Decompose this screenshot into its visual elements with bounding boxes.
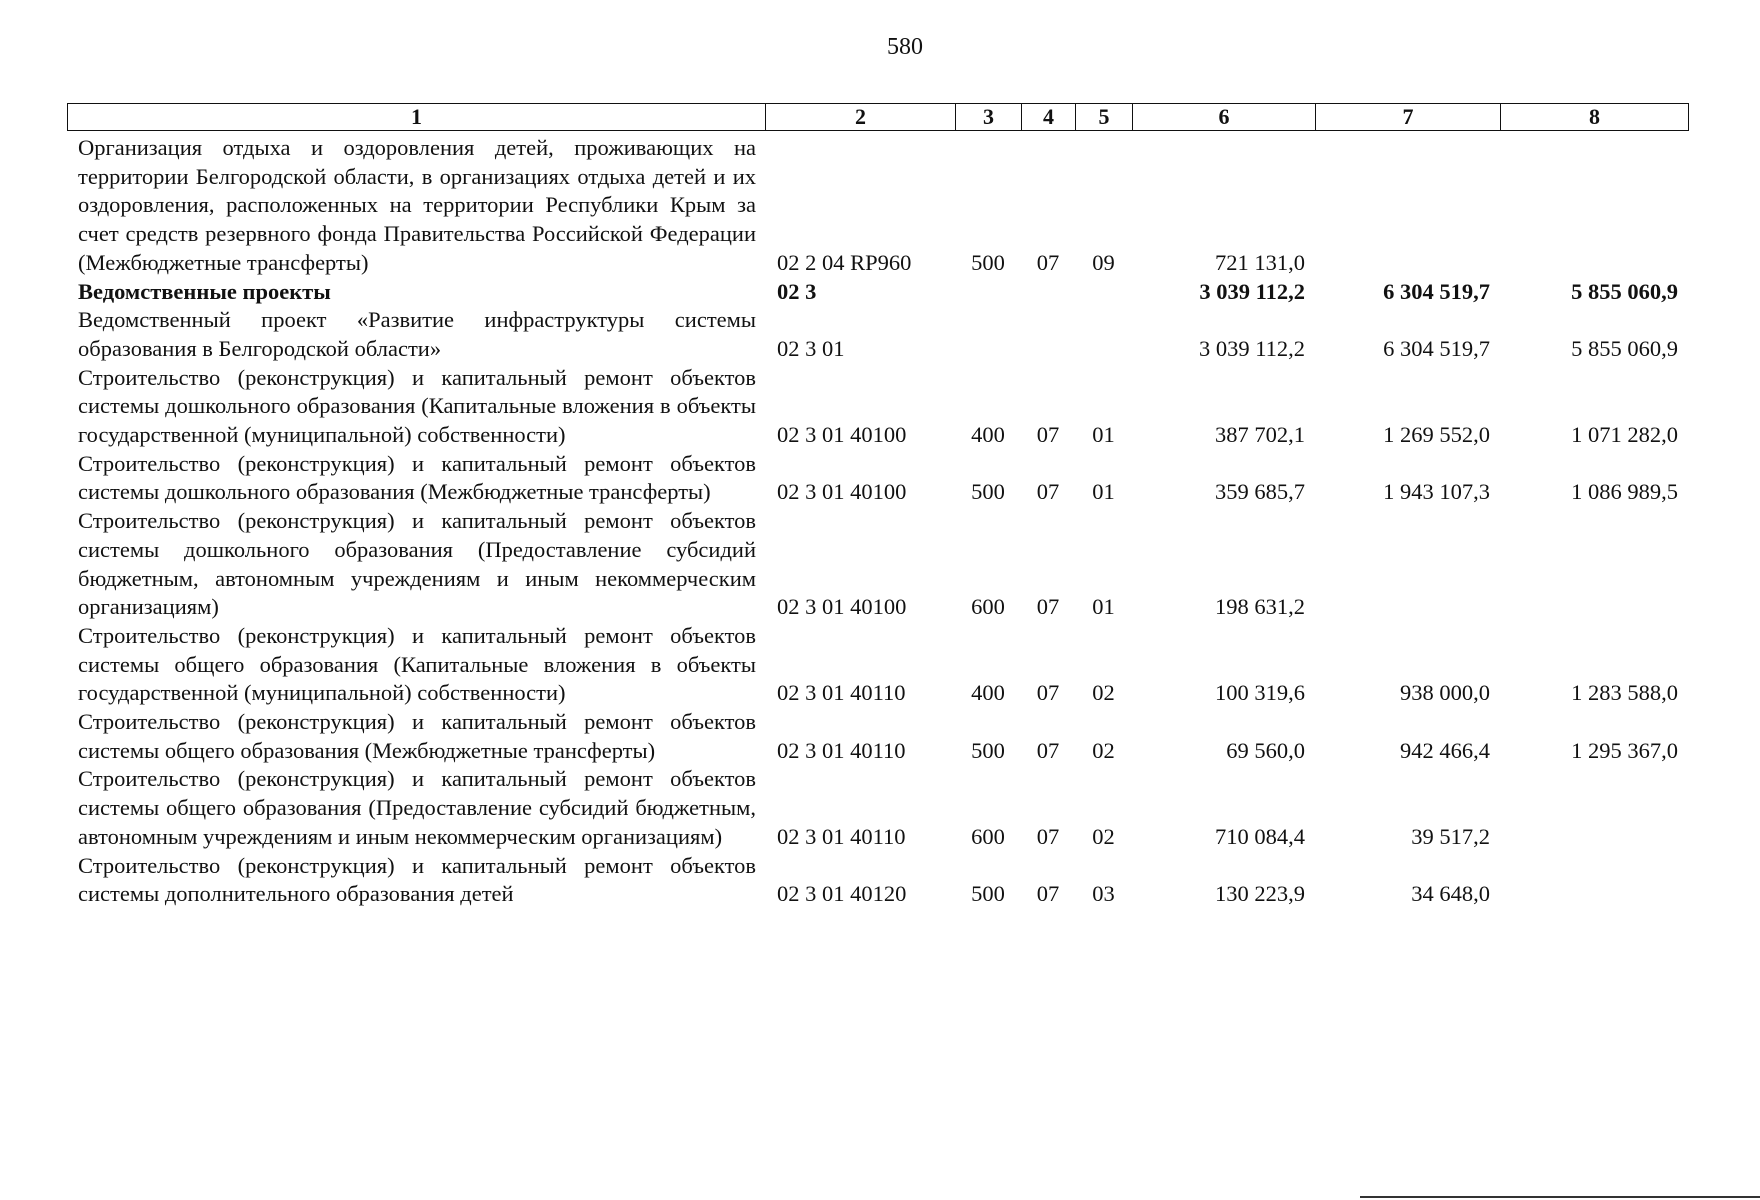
row-col-3: 500 (971, 479, 1005, 505)
row-col-4: 07 (1036, 823, 1060, 849)
row-col-8 (1500, 507, 1688, 622)
row-col-4: 07 (1036, 422, 1060, 448)
table-row (67, 134, 1688, 278)
row-code: 02 3 01 40100 (777, 479, 907, 505)
row-description: Организация отдыха и оздоровления детей, проживающих на территории Белгородской области, в организациях отдыха детей и их оздоровления, расположенных на территории Республики Крым за счет средств резервного фонда Правительства Российской Федерации (Межбюджетные трансферты) (78, 135, 756, 275)
row-description: Строительство (реконструкция) и капитальный ремонт объектов системы общего образования (Капитальные вложения в объекты государственной (муниципальной) собственности) (78, 622, 756, 706)
row-col-8: 1 071 282,0 (1571, 422, 1678, 448)
row-col-5: 09 (1092, 249, 1115, 275)
column-header-8: 8 (1501, 104, 1689, 131)
row-code: 02 3 (777, 278, 817, 304)
column-header-row (68, 104, 1689, 131)
row-col-8: 1 295 367,0 (1571, 737, 1678, 763)
table-row (67, 306, 1688, 363)
row-col-8: 1 086 989,5 (1571, 479, 1678, 505)
budget-table (67, 134, 1688, 909)
row-col-8 (1500, 134, 1688, 278)
row-col-6: 130 223,9 (1215, 881, 1305, 907)
row-col-6: 387 702,1 (1215, 422, 1305, 448)
row-code: 02 2 04 RP960 (777, 249, 912, 275)
row-col-4: 07 (1036, 680, 1060, 706)
row-col-6: 721 131,0 (1215, 249, 1305, 275)
row-description: Ведомственный проект «Развитие инфраструктуры системы образования в Белгородской области» (78, 307, 756, 361)
row-col-5 (1075, 306, 1132, 363)
row-col-4: 07 (1036, 249, 1060, 275)
row-col-6: 710 084,4 (1215, 823, 1305, 849)
row-col-6: 100 319,6 (1215, 680, 1305, 706)
row-col-7: 942 466,4 (1400, 737, 1490, 763)
row-col-3 (955, 306, 1021, 363)
table-row (67, 364, 1688, 450)
row-col-3: 400 (971, 422, 1005, 448)
page-number: 580 (887, 34, 923, 60)
row-col-3: 500 (971, 737, 1005, 763)
row-col-5: 02 (1092, 737, 1115, 763)
row-col-5: 02 (1092, 680, 1115, 706)
row-col-5: 03 (1092, 881, 1115, 907)
row-col-6: 3 039 112,2 (1199, 278, 1305, 304)
column-header-6: 6 (1133, 104, 1316, 131)
row-code: 02 3 01 40110 (777, 823, 906, 849)
column-header-3: 3 (956, 104, 1022, 131)
row-description: Строительство (реконструкция) и капитальный ремонт объектов системы дошкольного образования (Капитальные вложения в объекты государственной (муниципальной) собственности) (78, 364, 756, 448)
row-col-5 (1075, 278, 1132, 307)
row-col-8 (1500, 765, 1688, 851)
table-row (67, 622, 1688, 708)
row-col-5: 01 (1092, 422, 1115, 448)
row-code: 02 3 01 40100 (777, 422, 907, 448)
row-col-5: 01 (1092, 594, 1115, 620)
table-row (67, 765, 1688, 851)
row-col-6: 3 039 112,2 (1198, 335, 1305, 361)
table-row (67, 852, 1688, 909)
row-col-3 (955, 278, 1021, 307)
table-row (67, 708, 1688, 765)
column-header-7: 7 (1316, 104, 1501, 131)
row-col-8 (1500, 852, 1688, 909)
row-col-6: 359 685,7 (1215, 479, 1305, 505)
column-header-1: 1 (68, 104, 766, 131)
row-col-7: 39 517,2 (1411, 823, 1490, 849)
row-col-5: 01 (1092, 479, 1115, 505)
row-col-4: 07 (1036, 479, 1060, 505)
row-col-6: 198 631,2 (1215, 594, 1305, 620)
row-col-7: 34 648,0 (1411, 881, 1490, 907)
row-col-7: 1 269 552,0 (1383, 422, 1490, 448)
row-col-8: 5 855 060,9 (1571, 335, 1678, 361)
row-col-7 (1315, 507, 1500, 622)
column-header-2: 2 (766, 104, 956, 131)
row-col-8: 1 283 588,0 (1571, 680, 1678, 706)
row-col-3: 600 (971, 594, 1005, 620)
row-description: Строительство (реконструкция) и капитальный ремонт объектов системы дошкольного образования (Предоставление субсидий бюджетным, автономным учреждениям и иным некоммерческим организациям) (78, 508, 756, 620)
row-col-4: 07 (1036, 594, 1060, 620)
row-description: Строительство (реконструкция) и капитальный ремонт объектов системы общего образования (Межбюджетные трансферты) (78, 709, 756, 763)
row-col-4 (1021, 306, 1075, 363)
row-col-3: 400 (971, 680, 1005, 706)
table-row (67, 507, 1688, 622)
row-col-3: 500 (971, 249, 1005, 275)
row-col-6: 69 560,0 (1226, 737, 1305, 763)
row-code: 02 3 01 (777, 335, 845, 361)
row-col-3: 500 (971, 881, 1005, 907)
table-row (67, 450, 1688, 507)
row-description: Строительство (реконструкция) и капитальный ремонт объектов системы дошкольного образования (Межбюджетные трансферты) (78, 450, 756, 505)
row-col-7: 1 943 107,3 (1383, 479, 1490, 505)
table-row (67, 278, 1688, 307)
row-col-7: 6 304 519,7 (1383, 278, 1490, 304)
row-col-8: 5 855 060,9 (1571, 278, 1678, 304)
row-code: 02 3 01 40110 (777, 737, 906, 763)
row-col-7: 938 000,0 (1400, 680, 1490, 706)
row-col-3: 600 (971, 823, 1005, 849)
row-col-7 (1315, 134, 1500, 278)
row-description: Строительство (реконструкция) и капитальный ремонт объектов системы общего образования (Предоставление субсидий бюджетным, автономным учреждениям и иным некоммерческим организациям) (78, 766, 756, 849)
column-header-table (67, 103, 1689, 131)
row-col-7: 6 304 519,7 (1383, 335, 1490, 361)
row-code: 02 3 01 40120 (777, 881, 907, 907)
row-col-4: 07 (1036, 881, 1060, 907)
row-description: Строительство (реконструкция) и капитальный ремонт объектов системы дополнительного образования детей (78, 852, 756, 907)
budget-table-body (67, 134, 1688, 909)
row-col-4 (1021, 278, 1075, 307)
row-code: 02 3 01 40100 (777, 594, 907, 620)
row-code: 02 3 01 40110 (777, 680, 906, 706)
column-header-4: 4 (1022, 104, 1076, 131)
column-header-5: 5 (1076, 104, 1133, 131)
row-col-5: 02 (1092, 823, 1115, 849)
row-col-4: 07 (1036, 737, 1060, 763)
row-description: Ведомственные проекты (78, 278, 331, 304)
scan-edge-line (1360, 1196, 1760, 1198)
